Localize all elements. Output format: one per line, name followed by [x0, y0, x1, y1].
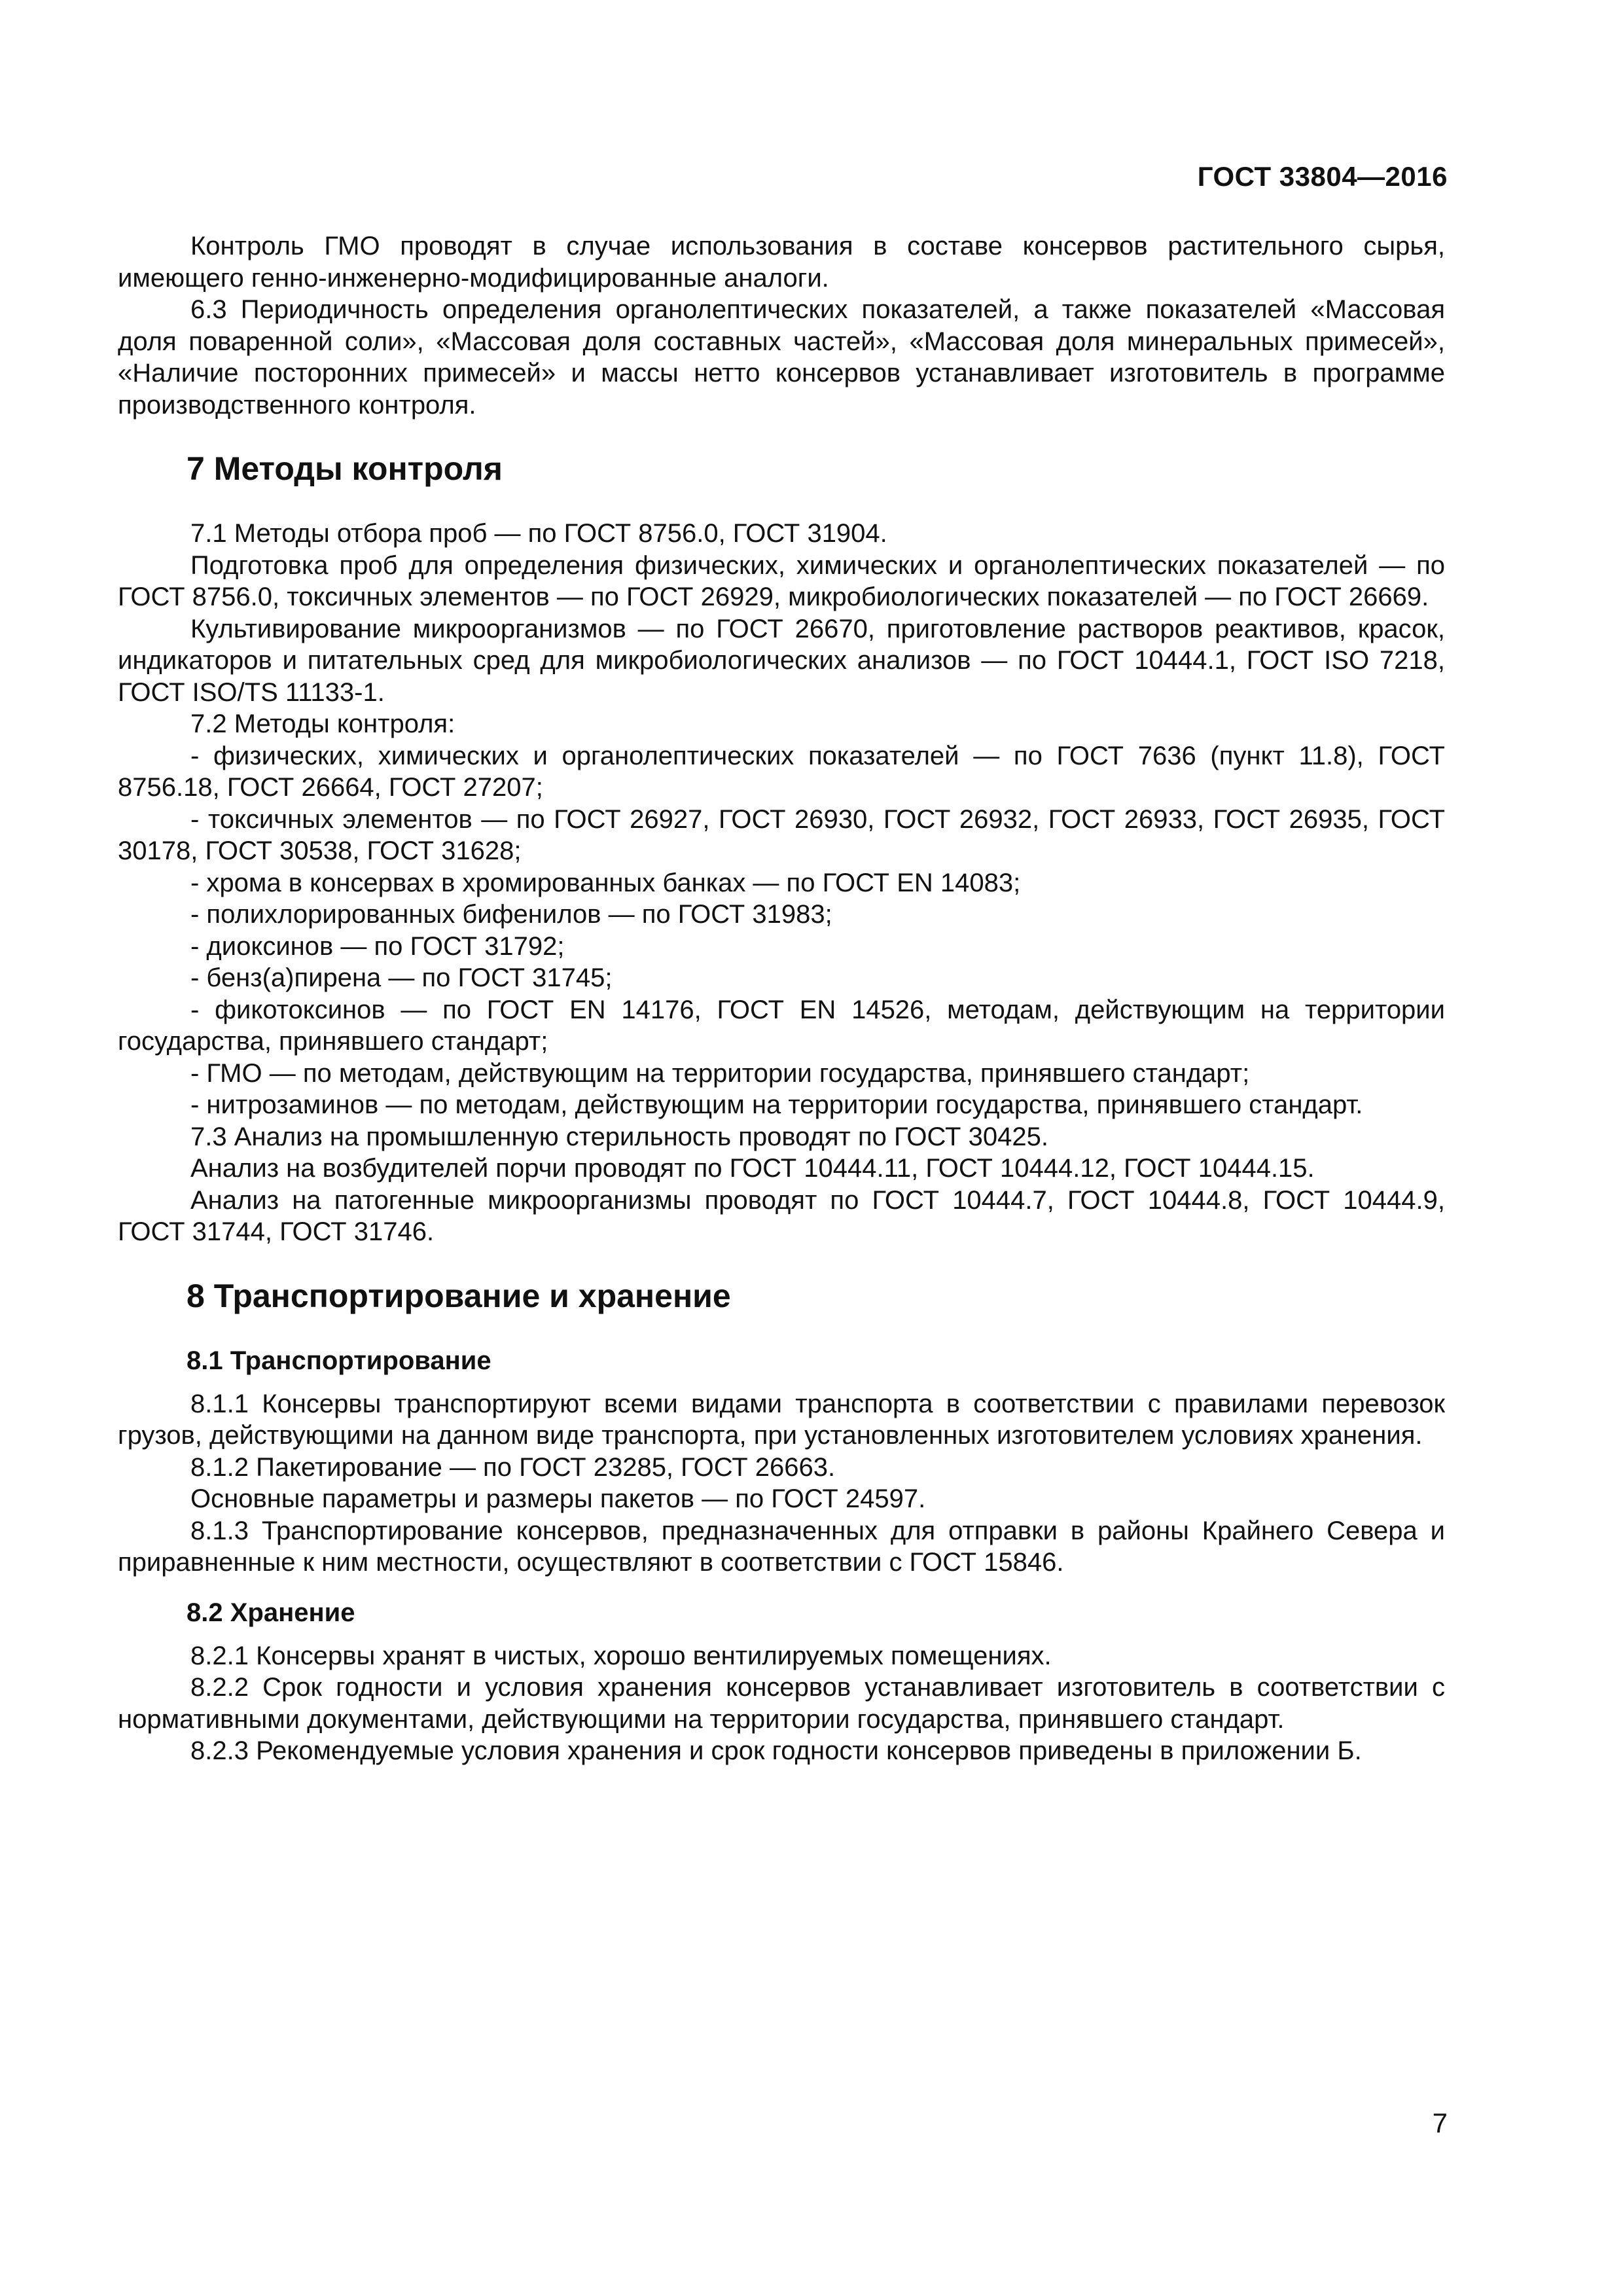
paragraph-cultivation: Культивирование микроорганизмов — по ГОСТ 26670, приготовление растворов реактивов, красок, индикаторов и питательных сред для микробиологических анализов — по ГОСТ 10444.1, ГОСТ ISO 7218, ГОСТ ISO/TS 11133-1.: [118, 614, 1445, 707]
section-7-title: 7 Методы контроля: [187, 450, 503, 487]
section-8-title: 8 Транспортирование и хранение: [187, 1277, 731, 1314]
paragraph-7-2: 7.2 Методы контроля:: [190, 709, 455, 738]
subsection-8-1-title: 8.1 Транспортирование: [187, 1346, 491, 1375]
paragraph-pathogens: Анализ на патогенные микроорганизмы проводят по ГОСТ 10444.7, ГОСТ 10444.8, ГОСТ 10444.9, ГОСТ 31744, ГОСТ 31746.: [118, 1185, 1445, 1246]
paragraph-sample-prep: Подготовка проб для определения физических, химических и органолептических показателей — по ГОСТ 8756.0, токсичных элементов — по ГОСТ 26929, микробиологических показателей — по ГОСТ 26669.: [118, 550, 1445, 611]
list-item-phycotoxins: - фикотоксинов — по ГОСТ EN 14176, ГОСТ EN 14526, методам, действующим на территории государства, принявшего стандарт;: [118, 995, 1445, 1056]
paragraph-8-1-2: 8.1.2 Пакетирование — по ГОСТ 23285, ГОСТ 26663.: [190, 1452, 836, 1482]
list-item-dioxins: - диоксинов — по ГОСТ 31792;: [190, 931, 565, 961]
document-body: [118, 230, 1445, 1767]
paragraph-8-2-3: 8.2.3 Рекомендуемые условия хранения и срок годности консервов приведены в приложении Б.: [190, 1736, 1362, 1765]
page-number: 7: [1432, 2108, 1448, 2138]
paragraph-gmo-control: Контроль ГМО проводят в случае использования в составе консервов растительного сырья, имеющего генно-инженерно-модифицированные аналоги.: [118, 232, 1445, 293]
paragraph-7-1: 7.1 Методы отбора проб — по ГОСТ 8756.0, ГОСТ 31904.: [190, 519, 887, 548]
paragraph-8-2-1: 8.2.1 Консервы хранят в чистых, хорошо вентилируемых помещениях.: [190, 1641, 1052, 1670]
list-item-pcb: - полихлорированных бифенилов — по ГОСТ 31983;: [190, 900, 832, 929]
list-item-benzopyrene: - бенз(а)пирена — по ГОСТ 31745;: [190, 963, 613, 992]
list-item-toxic: - токсичных элементов — по ГОСТ 26927, ГОСТ 26930, ГОСТ 26932, ГОСТ 26933, ГОСТ 26935, ГОСТ 30178, ГОСТ 30538, ГОСТ 31628;: [118, 804, 1445, 865]
paragraph-spoilage: Анализ на возбудителей порчи проводят по ГОСТ 10444.11, ГОСТ 10444.12, ГОСТ 10444.15.: [190, 1154, 1315, 1183]
paragraph-7-3: 7.3 Анализ на промышленную стерильность проводят по ГОСТ 30425.: [190, 1122, 1048, 1151]
standard-header: ГОСТ 33804—2016: [1197, 161, 1448, 192]
list-item-chromium: - хрома в консервах в хромированных банках — по ГОСТ EN 14083;: [190, 868, 1021, 897]
paragraph-8-1-1: 8.1.1 Консервы транспортируют всеми видами транспорта в соответствии с правилами перевозок грузов, действующими на данном виде транспорта, при установленных изготовителем условиях хранения.: [118, 1389, 1445, 1450]
subsection-8-2-title: 8.2 Хранение: [187, 1598, 355, 1627]
paragraph-8-2-2: 8.2.2 Срок годности и условия хранения консервов устанавливает изготовитель в соответствии с нормативными документами, действующими на территории государства, принявшего стандарт.: [118, 1673, 1445, 1734]
paragraph-6-3: 6.3 Периодичность определения органолептических показателей, а также показателей «Массовая доля поваренной соли», «Массовая доля составных частей», «Массовая доля минеральных примесей», «Наличие посторонних примесей» и массы нетто консервов устанавливает изготовитель в программе производственного контроля.: [118, 295, 1445, 420]
list-item-gmo: - ГМО — по методам, действующим на территории государства, принявшего стандарт;: [190, 1058, 1250, 1088]
paragraph-8-1-3: 8.1.3 Транспортирование консервов, предназначенных для отправки в районы Крайнего Севера и приравненные к ним местности, осуществляют в соответствии с ГОСТ 15846.: [118, 1516, 1445, 1577]
list-item-nitrosamines: - нитрозаминов — по методам, действующим на территории государства, принявшего стандарт.: [190, 1090, 1363, 1119]
list-item-physical: - физических, химических и органолептических показателей — по ГОСТ 7636 (пункт 11.8), ГОСТ 8756.18, ГОСТ 26664, ГОСТ 27207;: [118, 741, 1445, 802]
paragraph-package-params: Основные параметры и размеры пакетов — по ГОСТ 24597.: [190, 1484, 926, 1513]
